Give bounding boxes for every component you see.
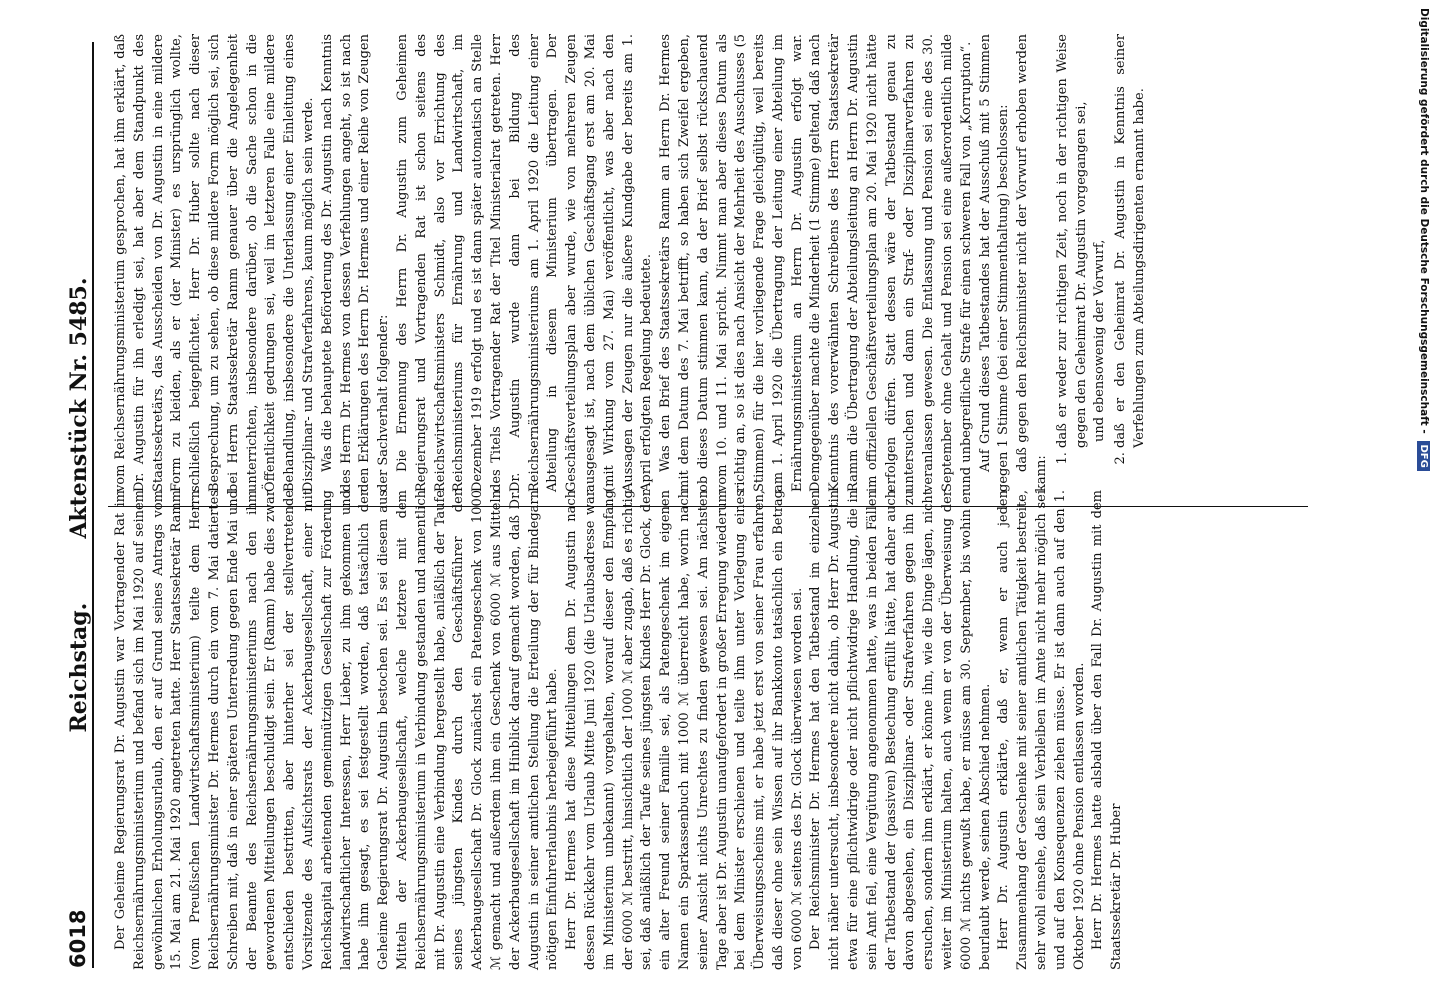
paragraph: vom Reichsernährungsministerium gesprochen, hat ihm erklärt, daß Dr. Augustin für ihn erledigt sei, hat aber dem Standpunkt des Staatssekretärs, das Ausscheiden von Dr. Augustin in eine mildere Form zu kleiden, als er (der Minister) es ursprünglich wollte, schließlich beigepflichtet. Herr Dr. Huber sollte nach dieser Besprechung, um zu sehen, ob diese mildere Form möglich sei, sich bei Herrn Staatssekretär Ramm genauer über die Angelegenheit unterrichten, insbesondere darüber, ob die Sache schon in die Öffentlichkeit gedrungen sei, weil im letzteren Falle eine mildere Behandlung, insbesondere die Unterlassung einer Einleitung eines Disziplinar- und Strafverfahrens, kaum möglich sein werde. (113, 34, 316, 492)
document-reference: Aktenstück Nr. 5485. (66, 277, 92, 539)
right-text-column (112, 34, 1150, 492)
resolution-list (1054, 34, 1092, 492)
paragraph: Herr Dr. Augustin erklärte, daß er, wenn er auch jeden Zusammenhang der Geschenke mit seiner amtlichen Tätigkeit bestreite, sehr wohl einsehe, daß sein Verbleiben im Amte nicht mehr möglich sei und auf den Konsequenzen ziehen müsse. Er ist dann auch auf den 1. Oktober 1920 ohne Pension entlassen worden. (996, 490, 1087, 970)
paragraph: und ebensowenig der Vorwurf, (1092, 239, 1108, 442)
digitization-footer (1412, 0, 1434, 1000)
paragraph: Was den Brief des Staatssekretärs Ramm an Herrn Dr. Hermes mit dem Datum des 7. Mai betrifft, so haben sich Zweifel ergeben, ob dieses Datum stimmen kann, da der Brief selbst rückschauend vom 10. und 11. Mai spricht. Nimmt man aber dieses Datum als richtig an, so ist dies nach Ansicht der Mehrheit des Ausschusses (5 Stimmen) für die hier vorliegende Frage gleichgültig, weil bereits am 1. April 1920 die Übertragung der Leitung einer Abteilung im Ernährungsministerium an Herrn Dr. Augustin erfolgt war. Demgegenüber machte die Minderheit (1 Stimme) geltend, daß nach Kenntnis des vorerwähnten Schreibens des Herrn Staatssekretär Ramm die Übertragung der Abteilungsleitung an Herrn Dr. Augustin im offiziellen Geschäftsverteilungsplan am 20. Mai 1920 nicht hätte erfolgen dürfen. Statt dessen wäre der Tatbestand genau zu untersuchen und dann ein Straf- oder Disziplinarverfahren zu veranlassen gewesen. Die Entlassung und Pension sei eine des 30. September ohne Gehalt und Pension sei eine außerordentlich milde und unbegreifliche Strafe für einen schweren Fall von „Korruption“. (658, 34, 974, 492)
page-header (60, 42, 100, 968)
resolution-list (1112, 34, 1150, 492)
paragraph: daß gegen den Reichsminister nicht der Vorwurf erhoben werden kann: (1015, 34, 1050, 492)
digitization-note-wrapper (1417, 8, 1430, 471)
header-rule (92, 42, 94, 968)
page-number: 6018 (66, 909, 90, 968)
list-item: 1. daß er weder zur richtigen Zeit, noch in der richtigen Weise gegen den Geheimrat Dr. Augustin vorgegangen sei, (1054, 34, 1092, 448)
digitization-note: Digitalisierung gefördert durch die Deutsche Forschungsgemeinschaft - (1418, 8, 1430, 434)
paragraph: Der Reichsminister Dr. Hermes hat den Tatbestand im einzelnen nicht näher untersucht, insbesondere nicht dahin, ob Herr Dr. Augustin etwa für eine pflichtwidrige oder nicht pflichtwidrige Handlung, die in sein Amt fiel, eine Vergütung angenommen hatte, was in beiden Fällen der Tatbestand der (passiven) Bestechung erfüllt hätte, hat daher auch davon abgesehen, ein Disziplinar- oder Strafverfahren gegen ihn zu ersuchen, sondern ihm erklärt, er könne ihn, wie die Dinge lägen, nicht weiter im Ministerium halten, auch wenn er von der Überweisung der 6000 ℳ nichts gewußt habe, er müsse am 30. September, bis wohin er beurlaubt werde, seinen Abschied nehmen. (808, 490, 993, 970)
left-text-column (112, 490, 1127, 970)
list-item: 2. daß er den Geheimrat Dr. Augustin in Kenntnis seiner Verfehlungen zum Abteilungsdirigenten ernannt habe. (1112, 34, 1150, 448)
paragraph: Was die behauptete Beförderung des Dr. Augustin nach Kenntnis des Herrn Dr. Hermes von dessen Verfehlungen angeht, so ist nach den Erklärungen des Herrn Dr. Hermes und einer Reihe von Zeugen der Sachverhalt folgender: (319, 34, 392, 492)
running-title (66, 42, 92, 968)
publication-title: Reichstag. (66, 602, 92, 733)
paragraph: Herr Dr. Hermes hat diese Mitteilungen dem Dr. Augustin nach dessen Rückkehr vom Urlaub Mitte Juni 1920 (die Urlaubsadresse war im Ministerium unbekannt) vorgehalten, worauf dieser den Empfang der 6000 ℳ bestritt, hinsichtlich der 1000 ℳ aber zugab, daß es richtig sei, daß anläßlich der Taufe seines jüngsten Kindes Herr Dr. Glock, der ein alter Freund seiner Familie sei, als Patengeschenk im eigenen Namen ein Sparkassenbuch mit 1000 ℳ überreicht habe, worin nach seiner Ansicht nichts Unrechtes zu finden gewesen sei. Am nächsten Tage aber ist Dr. Augustin unaufgefordert in großer Erregung wiederum bei dem Minister erschienen und teilte ihm unter Vorlegung eines Überweisungsscheins mit, er habe jetzt erst von seiner Frau erfahren, daß dieser ohne sein Wissen auf ihr Bankkonto tatsächlich ein Betrag von 6000 ℳ seitens des Dr. Glock überwiesen worden sei. (564, 490, 805, 970)
paragraph: Herr Dr. Hermes hatte alsbald über den Fall Dr. Augustin mit dem Staatssekretär Dr. Huber (1090, 490, 1125, 970)
dfg-logo: DFG (1417, 441, 1430, 470)
paragraph: Die Ernennung des Herrn Dr. Augustin zum Geheimen Regierungsrat und Vortragenden Rat ist schon seitens des Reichswirtschaftsministers Schmidt, also vor Errichtung des Reichsministeriums für Ernährung und Landwirtschaft, im Dezember 1919 erfolgt und es ist dann später automatisch an Stelle des Titels Vortragender Rat der Titel Ministerialrat getreten. Herr Dr. Augustin wurde dann bei Bildung des Reichsernährungsministeriums am 1. April 1920 die Leitung einer Abteilung in diesem Ministerium übertragen. Der Geschäftsverteilungsplan aber wurde, wie von mehreren Zeugen ausgesagt ist, nach dem üblichen Geschäftsgang erst am 20. Mai (mit Wirkung vom 27. Mai) veröffentlicht, was aber nach den Aussagen der Zeugen nur die äußere Kundgabe der bereits am 1. April erfolgten Regelung bedeutete. (394, 34, 655, 492)
paragraph: Auf Grund dieses Tatbestandes hat der Ausschuß mit 5 Stimmen gegen 1 Stimme (bei einer Stimmenthaltung) beschlossen: (977, 34, 1012, 492)
paragraph: Der Geheime Regierungsrat Dr. Augustin war Vortragender Rat im Reichsernährungsministerium und befand sich im Mai 1920 auf seinem gewöhnlichen Erholungsurlaub, den er auf Grund seines Antrags vom 15. Mai am 21. Mai 1920 angetreten hatte. Herr Staatssekretär Ramm (vom Preußischen Landwirtschaftsministerium) teilte dem Herrn Reichsernährungsminister Dr. Hermes durch ein vom 7. Mai datiertes Schreiben mit, daß in einer späteren Unterredung gegen Ende Mai und der Beamte des Reichsernährungsministeriums nach den ihm gewordenen Mitteilungen beschuldigt sein. Er (Ramm) habe dies zwar entschieden bestritten, aber hinterher sei der stellvertretende Vorsitzende des Aufsichtsrats der Ackerbaugesellschaft, einer mit Reichskapital arbeitenden gemeinnützigen Gesellschaft zur Förderung landwirtschaftlicher Interessen, Herr Lieber, zu ihm gekommen und habe ihm gesagt, es sei festgestellt worden, daß tatsächlich der Geheime Regierungsrat Dr. Augustin bestochen sei. Es sei diesem aus Mitteln der Ackerbaugesellschaft, welche letztere mit dem Reichsernährungsministerium in Verbindung gestanden und namentlich mit Dr. Augustin eine Verbindung hergestellt habe, anläßlich der Taufe seines jüngsten Kindes durch den Geschäftsführer der Ackerbaugesellschaft Dr. Glock zunächst ein Patengeschenk von 1000 ℳ gemacht und außerdem ihm ein Geschenk von 6000 ℳ aus Mitteln der Ackerbaugesellschaft im Hinblick darauf gemacht worden, daß Dr. Augustin in seiner amtlichen Stellung die Erteilung der für Bindegarn nötigen Einfuhrerlaubnis herbeigeführt habe. (113, 490, 561, 970)
